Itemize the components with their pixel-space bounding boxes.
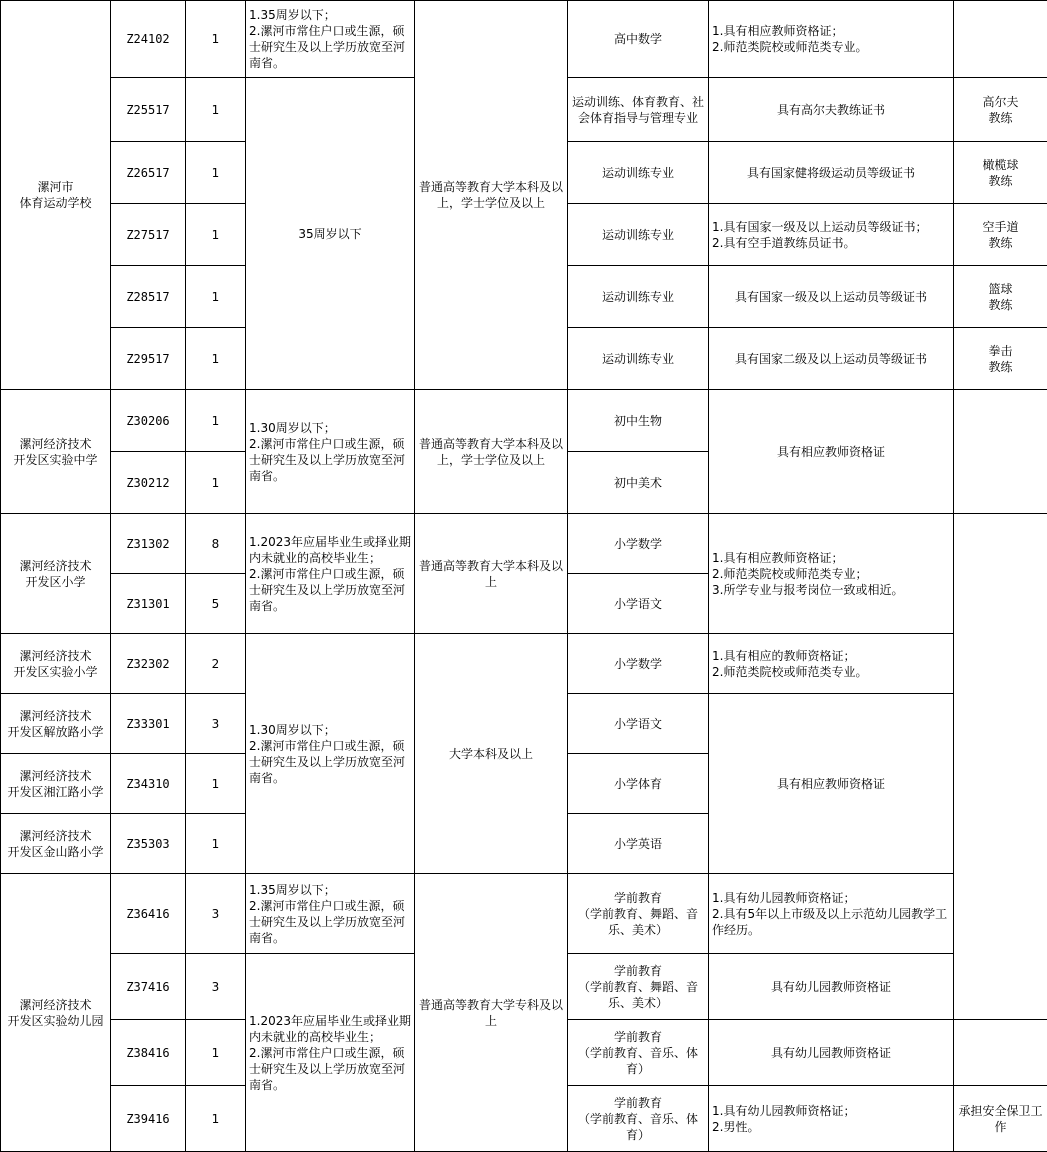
table-row (1, 634, 1047, 694)
position-code: Z30206 (111, 390, 186, 452)
note-cell: 高尔夫 教练 (954, 78, 1047, 142)
age-requirement: 1.35周岁以下； 2.漯河市常住户口或生源，硕士研究生及以上学历放宽至河南省。 (246, 1, 415, 78)
education-requirement: 普通高等教育大学本科及以上，学士学位及以上 (415, 390, 568, 514)
hire-count: 3 (186, 694, 246, 754)
major-cell: 小学数学 (568, 514, 709, 574)
unit-cell: 漯河经济技术 开发区实验小学 (1, 634, 111, 694)
table-row (1, 1, 1047, 78)
condition-cell: 1.具有幼儿园教师资格证； 2.男性。 (709, 1086, 954, 1152)
position-code: Z32302 (111, 634, 186, 694)
hire-count: 1 (186, 204, 246, 266)
position-code: Z30212 (111, 452, 186, 514)
condition-cell: 具有相应教师资格证 (709, 390, 954, 514)
unit-cell: 漯河经济技术 开发区解放路小学 (1, 694, 111, 754)
hire-count: 1 (186, 754, 246, 814)
major-cell: 运动训练专业 (568, 204, 709, 266)
major-cell: 运动训练、体育教育、社会体育指导与管理专业 (568, 78, 709, 142)
position-code: Z35303 (111, 814, 186, 874)
position-code: Z37416 (111, 954, 186, 1020)
hire-count: 1 (186, 266, 246, 328)
hire-count: 1 (186, 452, 246, 514)
unit-cell: 漯河经济技术 开发区实验中学 (1, 390, 111, 514)
table-row (1, 390, 1047, 452)
position-code: Z36416 (111, 874, 186, 954)
position-code: Z34310 (111, 754, 186, 814)
major-cell: 学前教育 （学前教育、音乐、体育） (568, 1086, 709, 1152)
major-cell: 运动训练专业 (568, 328, 709, 390)
position-code: Z38416 (111, 1020, 186, 1086)
age-requirement: 1.35周岁以下； 2.漯河市常住户口或生源，硕士研究生及以上学历放宽至河南省。 (246, 874, 415, 954)
major-cell: 学前教育 （学前教育、音乐、体育） (568, 1020, 709, 1086)
position-code: Z27517 (111, 204, 186, 266)
major-cell: 小学英语 (568, 814, 709, 874)
hire-count: 1 (186, 1086, 246, 1152)
note-cell (954, 1, 1047, 78)
position-code: Z26517 (111, 142, 186, 204)
age-requirement: 1.30周岁以下； 2.漯河市常住户口或生源，硕士研究生及以上学历放宽至河南省。 (246, 390, 415, 514)
age-requirement: 1.30周岁以下； 2.漯河市常住户口或生源，硕士研究生及以上学历放宽至河南省。 (246, 634, 415, 874)
position-code: Z31302 (111, 514, 186, 574)
education-requirement: 大学本科及以上 (415, 634, 568, 874)
age-requirement: 35周岁以下 (246, 78, 415, 390)
position-code: Z39416 (111, 1086, 186, 1152)
note-cell: 篮球 教练 (954, 266, 1047, 328)
note-cell: 空手道 教练 (954, 204, 1047, 266)
major-cell: 学前教育 （学前教育、舞蹈、音乐、美术） (568, 874, 709, 954)
major-cell: 小学数学 (568, 634, 709, 694)
hire-count: 5 (186, 574, 246, 634)
major-cell: 运动训练专业 (568, 142, 709, 204)
hire-count: 3 (186, 874, 246, 954)
major-cell: 学前教育 （学前教育、舞蹈、音乐、美术） (568, 954, 709, 1020)
position-code: Z29517 (111, 328, 186, 390)
major-cell: 小学语文 (568, 694, 709, 754)
note-cell (954, 390, 1047, 514)
hire-count: 1 (186, 1, 246, 78)
table-row (1, 874, 1047, 954)
age-requirement: 1.2023年应届毕业生或择业期内未就业的高校毕业生； 2.漯河市常住户口或生源，硕士研究生及以上学历放宽至河南省。 (246, 514, 415, 634)
hire-count: 1 (186, 328, 246, 390)
major-cell: 小学体育 (568, 754, 709, 814)
major-cell: 小学语文 (568, 574, 709, 634)
note-cell: 拳击 教练 (954, 328, 1047, 390)
major-cell: 高中数学 (568, 1, 709, 78)
unit-cell: 漯河经济技术 开发区湘江路小学 (1, 754, 111, 814)
condition-cell: 1.具有相应教师资格证； 2.师范类院校或师范类专业； 3.所学专业与报考岗位一致或相近。 (709, 514, 954, 634)
unit-cell: 漯河市 体育运动学校 (1, 1, 111, 390)
education-requirement: 普通高等教育大学本科及以上，学士学位及以上 (415, 1, 568, 390)
hire-count: 3 (186, 954, 246, 1020)
unit-cell: 漯河经济技术 开发区金山路小学 (1, 814, 111, 874)
condition-cell: 具有国家一级及以上运动员等级证书 (709, 266, 954, 328)
condition-cell: 1.具有相应教师资格证； 2.师范类院校或师范类专业。 (709, 1, 954, 78)
education-requirement: 普通高等教育大学专科及以上 (415, 874, 568, 1152)
note-cell: 承担安全保卫工作 (954, 1086, 1047, 1152)
unit-cell: 漯河经济技术 开发区实验幼儿园 (1, 874, 111, 1152)
note-cell (954, 514, 1047, 1020)
hire-count: 1 (186, 390, 246, 452)
position-code: Z28517 (111, 266, 186, 328)
position-code: Z25517 (111, 78, 186, 142)
unit-cell: 漯河经济技术 开发区小学 (1, 514, 111, 634)
hire-count: 1 (186, 1020, 246, 1086)
age-requirement: 1.2023年应届毕业生或择业期内未就业的高校毕业生； 2.漯河市常住户口或生源，硕士研究生及以上学历放宽至河南省。 (246, 954, 415, 1152)
hire-count: 1 (186, 142, 246, 204)
condition-cell: 1.具有幼儿园教师资格证； 2.具有5年以上市级及以上示范幼儿园教学工作经历。 (709, 874, 954, 954)
hire-count: 2 (186, 634, 246, 694)
note-cell: 橄榄球 教练 (954, 142, 1047, 204)
table-row (1, 514, 1047, 574)
condition-cell: 1.具有国家一级及以上运动员等级证书； 2.具有空手道教练员证书。 (709, 204, 954, 266)
hire-count: 1 (186, 78, 246, 142)
major-cell: 运动训练专业 (568, 266, 709, 328)
position-code: Z31301 (111, 574, 186, 634)
condition-cell: 具有幼儿园教师资格证 (709, 1020, 954, 1086)
condition-cell: 具有国家二级及以上运动员等级证书 (709, 328, 954, 390)
position-code: Z24102 (111, 1, 186, 78)
major-cell: 初中生物 (568, 390, 709, 452)
education-requirement: 普通高等教育大学本科及以上 (415, 514, 568, 634)
condition-cell: 具有幼儿园教师资格证 (709, 954, 954, 1020)
position-code: Z33301 (111, 694, 186, 754)
major-cell: 初中美术 (568, 452, 709, 514)
condition-cell: 具有国家健将级运动员等级证书 (709, 142, 954, 204)
hire-count: 1 (186, 814, 246, 874)
hire-count: 8 (186, 514, 246, 574)
condition-cell: 具有高尔夫教练证书 (709, 78, 954, 142)
condition-cell: 具有相应教师资格证 (709, 694, 954, 874)
condition-cell: 1.具有相应的教师资格证； 2.师范类院校或师范类专业。 (709, 634, 954, 694)
